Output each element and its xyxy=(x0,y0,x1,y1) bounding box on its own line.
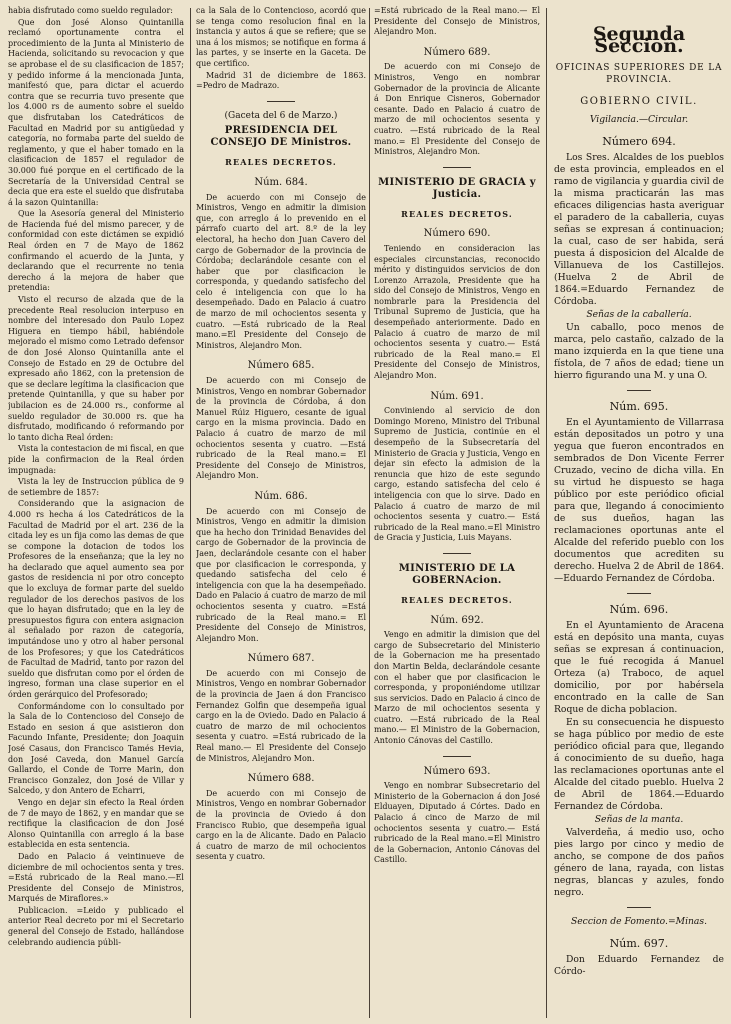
column-2 xyxy=(196,6,366,1022)
gobierno-heading: GOBIERNO CIVIL. xyxy=(580,96,698,107)
subheading: Señas de la caballería. xyxy=(586,309,692,320)
column-4 xyxy=(554,6,724,1022)
decree-number: Núm. 684. xyxy=(254,176,308,188)
paragraph: Considerando que la asignacion de 4.000 rs hecha á los Catedráticos de la Facultad de Madrid por el art. 236 de la citada ley es un fija como las demas de que se compone la dotacion de todos los Profesores de la enseñanza; que la ley no ha declarado que aquel aumento sea por gastos de residencia ni por otro concepto que lo excluya de formar parte del sueldo regulador de los derechos pasivos de los que lo hayan disfrutado; que en la ley de presupuestos figura con entera asignacion al señalado por razon de categoría, imputándose uno y otro al haber personal de los Profesores; y que los Catedráticos de Facultad de Madrid, tanto por razon del sueldo que disfrutan como por el órden de ingreso, forman una clase superior en el órden gerárquico del Profesorado; xyxy=(8,499,184,699)
decree-text: De acuerdo con mi Consejo de Ministros, Vengo en nombrar Gobernador de la provincia de Jaen á don Francisco Fernandez Golfin que desempeña igual cargo en la de Oviedo. Dado en Palacio á cuatro de marzo de mil ochocientos sesenta y cuatro. =Está rubricado de la Real mano.— El Presidente del Consejo de Ministros, Alejandro Mon. xyxy=(196,668,366,763)
column-3 xyxy=(374,6,540,1022)
paragraph: Vengo en dejar sin efecto la Real órden de 7 de mayo de 1862, y en mandar que se rectifique la clasificacion de don José Alonso Quintanilla con arreglo á la base establecida en esta sentencia. xyxy=(8,797,184,850)
notice-number: Núm. 695. xyxy=(609,400,669,413)
notice-number: Núm. 696. xyxy=(609,603,669,616)
signature-line: Madrid 31 de diciembre de 1863. =Pedro de Madrazo. xyxy=(196,70,366,91)
paragraph: Visto el recurso de alzada que de la precedente Real resolucion interpuso en nombre del interesado don Paulo Lopez Higuera en tiempo hábil, habiéndole mejorado el mismo como Letrado defensor de don José Alonso Quintanilla ante el Consejo de Estado en 29 de Octubre del expresado año 1862, con la pretension de que se declare legítima la clasificacion que pretende Quintanilla, y que su haber por jubilacion es de 24.000 rs., conforme al sueldo regulador de 30.000 rs. que ha disfrutado, modificando ó reformando por lo tanto dicha Real órden: xyxy=(8,295,184,442)
column-rule xyxy=(546,8,547,1018)
separator xyxy=(627,907,651,908)
description-text: Valverdeña, á medio uso, ocho pies largo por cinco y medio de ancho, se compone de dos paños género de lana, rayada, con listas negras, blancas y azules, fondo negro. xyxy=(554,827,724,898)
gaceta-date: (Gaceta del 6 de Marzo.) xyxy=(224,110,338,121)
column-1 xyxy=(8,6,184,1022)
decree-text: Teniendo en consideracion las especiales circunstancias, reconocido mérito y distinguidos servicios de don Lorenzo Arrazola, Presidente que ha sido del Consejo de Ministros, Vengo en nombrarle para la Presidencia del Tribunal Supremo de Justicia, que ha desempeñado anteriormente. Dado en Palacio á cuatro de marzo de mil ochocientos sesenta y cuatro.— Está rubricado de la Real mano.= El Presidente del Consejo de Ministros, Alejandro Mon. xyxy=(374,243,540,381)
paragraph: Que don José Alonso Quintanilla reclamó oportunamente contra el procedimiento de la Junta al Ministerio de Hacienda, solicitando su revocacion y que se aprobase el de su clasificacion de 1857; y pedido informe á la mencionada Junta, manifestó que, para dictar el acuerdo contra que se recurria tuvo presente que los 4.000 rs de aumento sobre el sueldo que disfrutaban los Catedráticos de Facultad en Madrid por su antigüedad y categoría, no formaba parte del sueldo de reglamento, y que el haber tomado en la clasificacion de 1857 el regulador de 30.000 fué porque en el certificado de la Secretaría de la Universidad Central se decia que era este el sueldo que disfrutaba á la sazon Quintanilla: xyxy=(8,17,184,207)
decree-number: Núm. 691. xyxy=(430,390,484,402)
paragraph: habia disfrutado como sueldo regulador: xyxy=(8,6,173,15)
decree-text: De acuerdo con mi Consejo de Ministros, Vengo en nombrar Gobernador de la provincia de Oviedo á don Francisco Rubio, que desempeña igual cargo en la de Alicante. Dado en Palacio á cuatro de marzo de mil ochocientos sesenta y cuatro. xyxy=(196,788,366,862)
decree-number: Núm. 692. xyxy=(430,614,484,626)
paragraph: Vista la ley de Instruccion pública de 9 de setiembre de 1857: xyxy=(8,477,184,497)
decree-number: Número 689. xyxy=(423,46,491,58)
paragraph: Vista la contestacion de mi fiscal, en que pide la confirmacion de la Real órden impugnada: xyxy=(8,444,184,475)
notice-text: En su consecuencia he dispuesto se haga público por medio de este periódico oficial para que, llegando á conocimiento de su dueño, haga las reclamaciones oportunas ante el Alcalde del citado pueblo. Huelva 2 de Abril de 1864.—Eduardo Fernandez de Córdoba. xyxy=(554,717,724,812)
notice-number: Núm. 697. xyxy=(609,937,669,950)
decree-number: Número 687. xyxy=(247,653,315,665)
paragraph: Publicacion. =Leido y publicado el anterior Real decreto por mi el Secretario general del Consejo de Estado, hallándose celebrando audiencia públi- xyxy=(8,905,184,947)
offices-heading: OFICINAS SUPERIORES DE LA PROVINCIA. xyxy=(555,63,723,85)
notice-text: En el Ayuntamiento de Villarrasa están depositados un potro y una yegua que fueron encontrados en sembrados de Don Vicente Ferrer Cruzado, vecino de dicha villa. En su virtud he dispuesto se haga público por este periódico oficial para que, llegando á conocimiento de sus dueños, hagan las reclamaciones oportunas ante el Alcalde del referido pueblo con los documentos que acrediten su derecho. Huelva 2 de Abril de 1864.—Eduardo Fernandez de Córdoba. xyxy=(554,417,724,584)
notice-text: Los Sres. Alcaldes de los pueblos de esta provincia, empleados en el ramo de vigilancia y guardia civil de la misma practicarán las mas eficaces diligencias hasta averiguar el paradero de la caballeria, cuyas señas se expresan á continuacion; la cual, caso de ser habida, será puesta á disposicion del Alcalde de Villanueva de los Castillejos. (Huelva 2 de Abril de 1864.=Eduardo Fernandez de Córdoba. xyxy=(554,152,724,307)
separator xyxy=(443,756,471,757)
subheading: Señas de la manta. xyxy=(594,814,684,825)
decree-number: Número 693. xyxy=(423,765,491,777)
separator xyxy=(267,101,295,102)
section-title: Segunda Seccion. xyxy=(592,23,686,57)
section-heading: PRESIDENCIA DEL CONSEJO DE Ministros. xyxy=(210,125,352,149)
decrees-heading: REALES DECRETOS. xyxy=(401,208,513,219)
decree-text: De acuerdo con mi Consejo de Ministros, Vengo en admitir la dimision que, con arreglo á lo prevenido en el párrafo cuarto del art. 8.º de la ley electoral, ha hecho don Juan Cavero del cargo de Gobernador de la provincia de Córdoba; declarándole cesante con el haber que por clasificacion le corresponda, y quedando satisfecho del celo é inteligencia con que lo ha desempeñado. Dado en Palacio á cuatro de marzo de mil ochocientos sesenta y cuatro. —Está rubricado de la Real mano.=El Presidente del Consejo de Ministros, Alejandro Mon. xyxy=(196,192,366,350)
notice-text: Don Eduardo Fernandez de Córdo- xyxy=(554,954,724,977)
paragraph: Dado en Palacio á veintinueve de diciembre de mil ochocientos senta y tres. =Está rubricado de la Real mano.—El Presidente del Consejo de Ministros, Marqués de Miraflores.» xyxy=(8,851,184,904)
decree-text: Vengo en admitir la dimision que del cargo de Subsecretario del Ministerio de la Gobernacion me ha presentado don Martin Belda, declarándole cesante con el haber que por clasificacion le corresponda, y proponiéndome utilizar sus servicios. Dado en Palacio á cinco de Marzo de mil ochocientos sesenta y cuatro. —Está rubricado de la Real mano.— El Ministro de la Gobernacion, Antonio Cánovas del Castillo. xyxy=(374,630,540,746)
decree-number: Número 685. xyxy=(247,360,315,372)
decrees-heading: REALES DECRETOS. xyxy=(225,157,337,168)
signature-line: =Está rubricado de la Real mano.— El Presidente del Consejo de Ministros, Alejandro Mon. xyxy=(374,6,540,37)
decree-text: De acuerdo con mi Consejo de Ministros, Vengo en nombrar Gobernador de la provincia de Córdoba, á don Manuel Rúiz Higuero, cesante de igual cargo en la misma provincia. Dado en Palacio á cuatro de marzo de mil ochocientos sesenta y cuatro. —Está rubricado de la Real mano.= El Presidente del Consejo de Ministros, Alejandro Mon. xyxy=(196,376,366,481)
separator xyxy=(443,167,471,168)
paragraph: ca la Sala de lo Contencioso, acordó que se tenga como resolucion final en la instancia y autos á que se refiere; que se una á los mismos; se notifique en forma á las partes, y se inserte en la Gaceta. De que certifico. xyxy=(196,6,366,68)
column-rule xyxy=(190,8,191,1018)
notice-number: Número 694. xyxy=(602,135,676,148)
paragraph: Conformándome con lo consultado por la Sala de lo Contencioso del Consejo de Estado en sesion á que asistieron don Facundo Infante, Presidente; don Joaquin José Casaus, don Francisco Tamés Hevia, don José Caveda, don Manuel García Gallardo, el Conde de Torre Marin, don Francisco Gonzalez, don José de Villar y Salcedo, y don Antero de Echarri, xyxy=(8,701,184,796)
section-heading: MINISTERIO DE LA GOBERNAcion. xyxy=(398,562,516,586)
decree-text: De acuerdo con mi Consejo de Ministros, Vengo en admitir la dimision que ha hecho don Trinidad Benavides del cargo de Gobernador de la provincia de Jaen, declarándole cesante con el haber que por clasificacion le corresponda, y quedando satisfecha del celo é inteligencia con que la ha desempeñado. Dado en Palacio á cuatro de marzo de mil ochocientos sesenta y cuatro. =Está rubricado de la Real mano.= El Presidente del Consejo de Ministros, Alejandro Mon. xyxy=(196,506,366,643)
notice-text: En el Ayuntamiento de Aracena está en depósito una manta, cuyas señas se expresan á continuacion, que le fué recogida á Manuel Orteza (a) Traboco, de aquel domicilio, por por habérsela encontrado en la calle de San Roque de dicha poblacion. xyxy=(554,620,724,715)
separator xyxy=(627,593,651,594)
decree-number: Núm. 686. xyxy=(254,490,308,502)
section-heading: MINISTERIO DE GRACIA y Justicia. xyxy=(378,176,536,200)
subheading: Seccion de Fomento.=Minas. xyxy=(570,916,708,927)
column-rule xyxy=(369,8,370,1018)
decree-text: Vengo en nombrar Subsecretario del Ministerio de la Gobernacion á don José Elduayen, Diputado á Córtes. Dado en Palacio á cinco de Marzo de mil ochocientos sesenta y cuatro.— Está rubricado de la Real mano.=El Ministro de la Gobernacion, Antonio Cánovas del Castillo. xyxy=(374,781,540,865)
decrees-heading: REALES DECRETOS. xyxy=(401,594,513,605)
subheading: Vigilancia.—Circular. xyxy=(589,114,689,125)
separator xyxy=(627,390,651,391)
separator xyxy=(443,553,471,554)
description-text: Un caballo, poco menos de marca, pelo castaño, calzado de la mano izquierda en la que tiene una fístola, de 7 años de edad; tiene un hierro figurando una M. y una O. xyxy=(554,322,724,381)
decree-text: Conviniendo al servicio de don Domingo Moreno, Ministro del Tribunal Supremo de Justicia, continúe en el desempeño de la Subsecretaría del Ministerio de Gracia y Justicia, Vengo en dejar sin efecto la admision de la renuncia que hizo de este segundo cargo, estando satisfecha del celo é inteligencia con que lo sirve. Dado en Palacio á cuatro de marzo de mil ochocientos sesenta y cuatro.— Está rubricado de la Real mano.=El Ministro de Gracia y Justicia, Luis Mayans. xyxy=(374,406,540,543)
decree-number: Número 690. xyxy=(423,228,491,240)
decree-text: De acuerdo con mi Consejo de Ministros, Vengo en nombrar Gobernador de la provincia de Alicante á Don Enrique Cisneros, Gobernador cesante. Dado en Palacio á cuatro de marzo de mil ochocientos sesenta y cuatro. —Está rubricado de la Real mano.= El Presidente del Consejo de Ministros, Alejandro Mon. xyxy=(374,62,540,157)
paragraph: Que la Asesoría general del Ministerio de Hacienda fué del mismo parecer, y de conformidad con este dictámen se expidió Real órden en 7 de Mayo de 1862 confirmando el acuerdo de la Junta, y declarando que el recurrente no tenia derecho á la mejora de haber que pretendia: xyxy=(8,209,184,293)
decree-number: Número 688. xyxy=(247,773,315,785)
